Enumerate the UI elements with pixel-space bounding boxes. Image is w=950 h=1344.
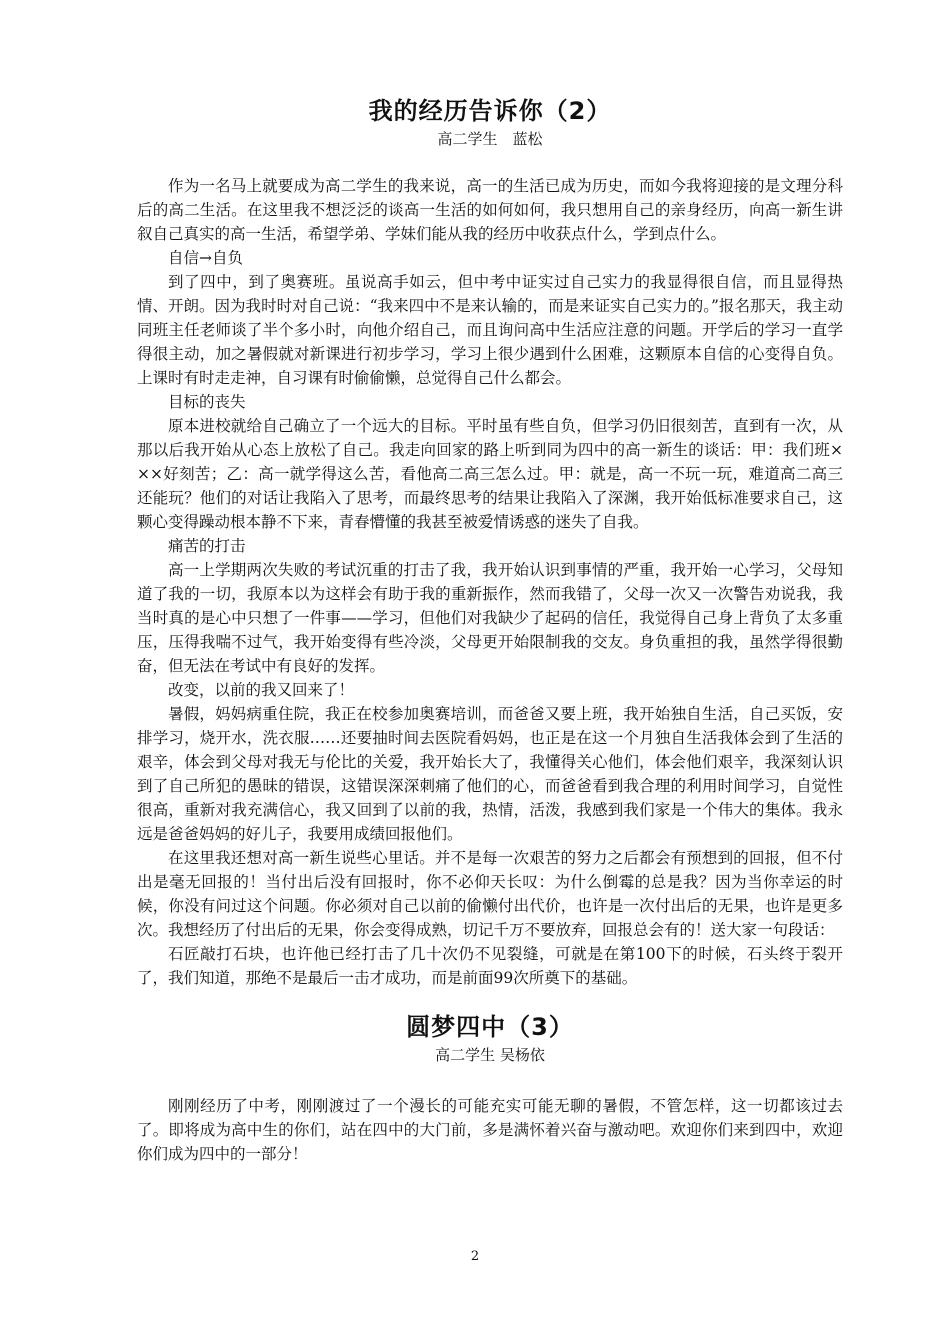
- section-paragraph: 高一上学期两次失败的考试沉重的打击了我，我开始认识到事情的严重，我开始一心学习，父母知道了我的一切，我原本以为这样会有助于我的重新振作，然而我错了，父母一次又一次警告劝说我，我当时真的是心中只想了一件事——学习，但他们对我缺少了起码的信任，我觉得自己身上背负了太多重压，压得我喘不过气，我开始变得有些冷淡，父母更开始限制我的交友。身负重担的我，虽然学得很勤奋，但无法在考试中有良好的发挥。: [137, 561, 843, 675]
- article-title: 我的经历告诉你（2）: [368, 97, 612, 125]
- page-number: 2: [470, 1249, 480, 1264]
- second-article-author: 高二学生 吴杨依: [435, 1046, 545, 1064]
- closing-paragraph: 在这里我还想对高一新生说些心里话。并不是每一次艰苦的努力之后都会有预想到的回报，但不付出是毫无回报的！当付出后没有回报时，你不必仰天长叹：为什么倒霉的总是我？因为当你幸运的时候，你没有问过这个问题。你必须对自己以前的偷懒付出代价，也许是一次付出后的无果，也许是更多次。我想经历了付出后的无果，你会变得成熟，切记千万不要放弃，回报总会有的！送大家一句段话：: [137, 849, 843, 939]
- section-paragraph: 到了四中，到了奥赛班。虽说高手如云，但中考中证实过自己实力的我显得很自信，而且显得热情、开朗。因为我时时对自己说：“我来四中不是来认输的，而是来证实自己实力的。”报名那天，我主动同班主任老师谈了半个多小时，向他介绍自己，而且询问高中生活应注意的问题。开学后的学习一直学得很主动，加之暑假就对新课进行初步学习，学习上很少遇到什么困难，这颗原本自信的心变得自负。上课时有时走走神，自习课有时偷偷懒，总觉得自己什么都会。: [137, 273, 843, 387]
- intro-paragraph: 作为一名马上就要成为高二学生的我来说，高一的生活已成为历史，而如今我将迎接的是文理分科后的高二生活。在这里我不想泛泛的谈高一生活的如何如何，我只想用自己的亲身经历，向高一新生讲叙自己真实的高一生活，希望学弟、学妹们能从我的经历中收获点什么，学到点什么。: [137, 177, 843, 243]
- second-article-paragraph: 刚刚经历了中考，刚刚渡过了一个漫长的可能充实可能无聊的暑假，不管怎样，这一切都该过去了。即将成为高中生的你们，站在四中的大门前，多是满怀着兴奋与激动吧。欢迎你们来到四中，欢迎你们成为四中的一部分！: [137, 1097, 843, 1163]
- closing-quote-paragraph: 石匠敲打石块，也许他已经打击了几十次仍不见裂缝，可就是在第100下的时候，石头终于裂开了，我们知道，那绝不是最后一击才成功，而是前面99次所奠下的基础。: [137, 945, 843, 987]
- section-heading: 目标的丧失: [168, 393, 246, 411]
- article-author: 高二学生 蓝松: [437, 130, 543, 148]
- section-heading: 痛苦的打击: [168, 537, 246, 555]
- section-heading: 自信→自负: [168, 249, 243, 267]
- second-article-title: 圆梦四中（3）: [406, 1013, 574, 1041]
- section-paragraph: 原本进校就给自己确立了一个远大的目标。平时虽有些自负，但学习仍旧很刻苦，直到有一次，从那以后我开始从心态上放松了自己。我走向回家的路上听到同为四中的高一新生的谈话：甲：我们班×××好刻苦；乙：高一就学得这么苦，看他高二高三怎么过。甲：就是，高一不玩一玩，难道高二高三还能玩？他们的对话让我陷入了思考，而最终思考的结果让我陷入了深渊，我开始低标准要求自己，这颗心变得躁动根本静不下来，青春懵懂的我甚至被爱情诱惑的迷失了自我。: [137, 417, 843, 531]
- page-content: [137, 94, 843, 1166]
- section-heading: 改变，以前的我又回来了！: [168, 681, 355, 699]
- section-paragraph: 暑假，妈妈病重住院，我正在校参加奥赛培训，而爸爸又要上班，我开始独自生活，自己买饭，安排学习，烧开水，洗衣服……还要抽时间去医院看妈妈，也正是在这一个月独自生活我体会到了生活的艰辛，体会到父母对我无与伦比的关爱，我开始长大了，我懂得关心他们，体会他们艰辛，我深刻认识到了自己所犯的愚昧的错误，这错误深深刺痛了他们的心，而爸爸看到我合理的利用时间学习，自觉性很高，重新对我充满信心，我又回到了以前的我，热情，活泼，我感到我们家是一个伟大的集体。我永远是爸爸妈妈的好儿子，我要用成绩回报他们。: [137, 705, 843, 843]
